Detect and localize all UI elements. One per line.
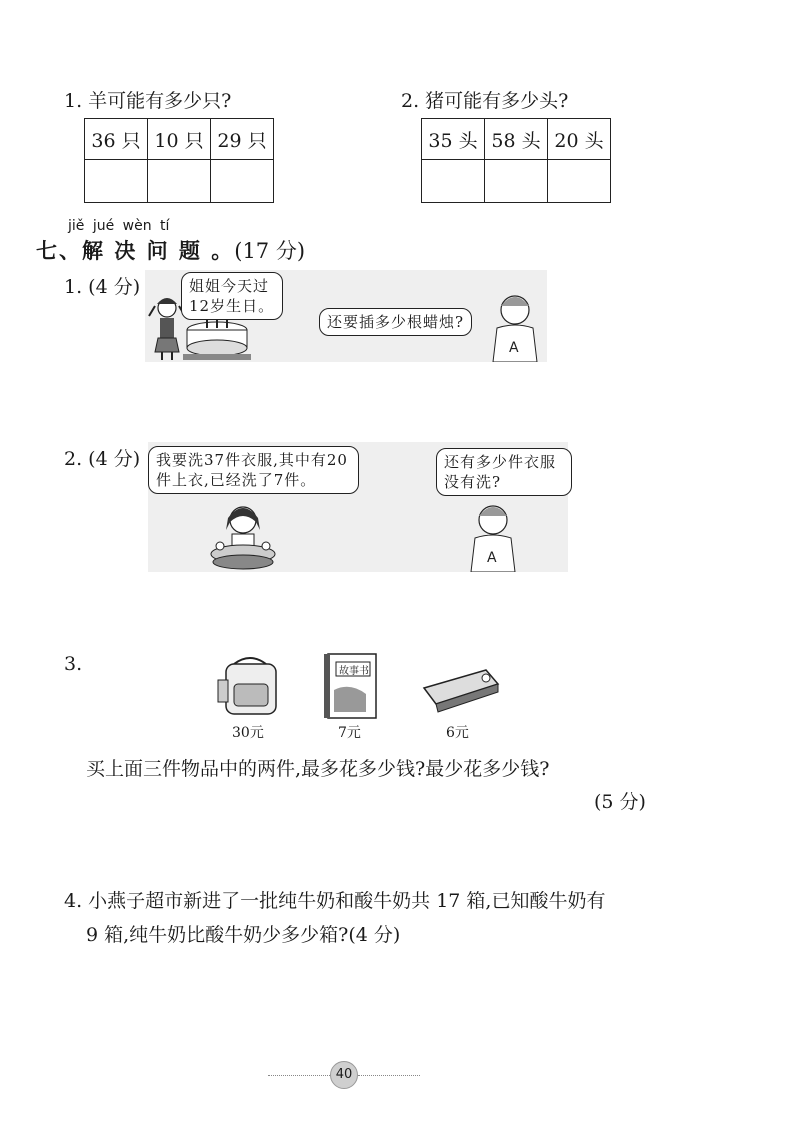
option-cell: 35 头 [422, 119, 485, 160]
girl-washing-figure [211, 507, 275, 569]
pencil-case-icon [424, 670, 498, 712]
question-2-label: 2. 猪可能有多少头? [401, 90, 569, 112]
pencil-case-price: 6元 [446, 725, 469, 741]
problem-3-label: 3. [64, 653, 83, 675]
section-points: (17 分) [234, 239, 306, 263]
problem-2-label: 2. (4 分) [64, 448, 141, 470]
girl-figure [149, 298, 185, 360]
answer-cell[interactable] [548, 160, 611, 203]
backpack-price: 30元 [232, 725, 264, 741]
problem-1-label: 1. (4 分) [64, 276, 141, 298]
boy-figure [493, 296, 537, 362]
svg-text:A: A [487, 550, 497, 566]
option-cell: 36 只 [85, 119, 148, 160]
items-row [210, 650, 510, 742]
boy-speech-bubble: 还有多少件衣服没有洗? [436, 448, 572, 496]
option-cell: 29 只 [211, 119, 274, 160]
answer-cell[interactable] [211, 160, 274, 203]
problem-4-line1: 4. 小燕子超市新进了一批纯牛奶和酸牛奶共 17 箱,已知酸牛奶有 [64, 890, 606, 912]
question-2-table [421, 118, 611, 203]
question-1-label: 1. 羊可能有多少只? [64, 90, 232, 112]
answer-cell[interactable] [485, 160, 548, 203]
option-cell: 58 头 [485, 119, 548, 160]
boy-speech-bubble: 还要插多少根蜡烛? [319, 308, 472, 336]
footer-line-left [268, 1075, 330, 1076]
section-title-text: 七、解 决 问 题 。 [36, 239, 235, 263]
cake-figure [183, 314, 251, 360]
book-cover-title: 故事书 [339, 666, 369, 677]
question-1-table [84, 118, 274, 203]
birthday-scene [145, 270, 547, 362]
footer-line-right [358, 1075, 420, 1076]
answer-cell[interactable] [85, 160, 148, 203]
section-title [36, 235, 305, 265]
backpack-icon [218, 658, 276, 714]
section-pinyin: jiě jué wèn tí [68, 218, 170, 234]
boy-figure [471, 506, 515, 572]
problem-3-points: (5 分) [594, 791, 646, 813]
answer-cell[interactable] [422, 160, 485, 203]
answer-cell[interactable] [148, 160, 211, 203]
problem-3-question: 买上面三件物品中的两件,最多花多少钱?最少花多少钱? [86, 758, 550, 780]
svg-text:A: A [509, 340, 519, 356]
option-cell: 20 头 [548, 119, 611, 160]
page-number: 40 [330, 1061, 358, 1089]
laundry-scene [148, 442, 568, 572]
girl-speech-bubble: 我要洗37件衣服,其中有20件上衣,已经洗了7件。 [148, 446, 359, 494]
items-illustration [210, 650, 510, 720]
storybook-price: 7元 [338, 725, 361, 741]
option-cell: 10 只 [148, 119, 211, 160]
girl-speech-bubble: 姐姐今天过12岁生日。 [181, 272, 283, 320]
problem-4-line2: 9 箱,纯牛奶比酸牛奶少多少箱?(4 分) [86, 924, 401, 946]
